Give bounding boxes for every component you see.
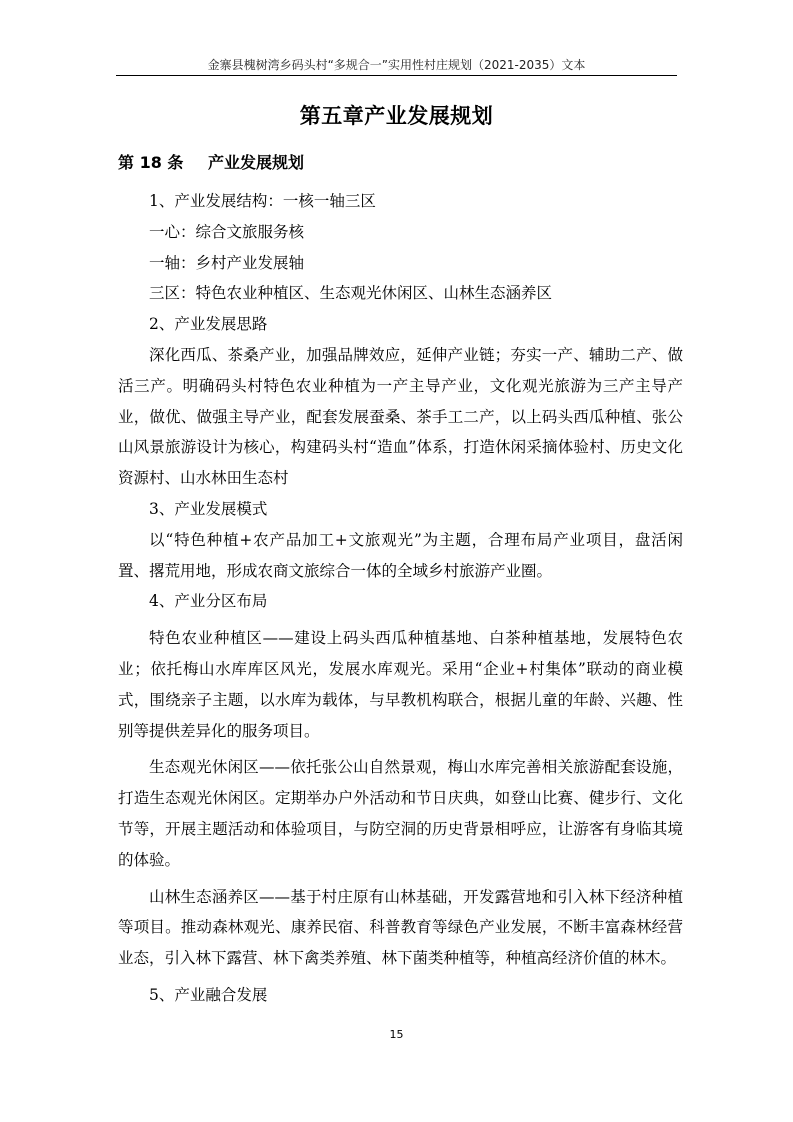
header-rule [116, 75, 677, 76]
article-number: 第 18 条 [118, 153, 184, 172]
paragraph: 一轴：乡村产业发展轴 [149, 253, 305, 272]
paragraph: 以“特色种植+农产品加工+文旅观光”为主题，合理布局产业项目，盘活闲置、撂荒用地，形成农商文旅综合一体的全域乡村旅游产业圈。 [118, 530, 683, 580]
paragraph: 特色农业种植区——建设上码头西瓜种植基地、白茶种植基地，发展特色农业；依托梅山水库库区风光，发展水库观光。采用“企业+村集体”联动的商业模式，围绕亲子主题，以水库为载体，与早教机构联合，根据儿童的年龄、兴趣、性别等提供差异化的服务项目。 [118, 629, 683, 740]
paragraph: 山林生态涵养区——基于村庄原有山林基础，开发露营地和引入林下经济种植等项目。推动森林观光、康养民宿、科普教育等绿色产业发展，不断丰富森林经营业态，引入林下露营、林下禽类养殖、林下菌类种植等，种植高经济价值的林木。 [118, 887, 683, 968]
paragraph: 三区：特色农业种植区、生态观光休闲区、山林生态涵养区 [149, 284, 553, 303]
running-header: 金寨县槐树湾乡码头村“多规合一”实用性村庄规划（2021-2035）文本 [207, 58, 586, 72]
paragraph: 5、产业融合发展 [149, 985, 268, 1004]
chapter-title: 第五章产业发展规划 [299, 104, 494, 128]
paragraph: 生态观光休闲区——依托张公山自然景观，梅山水库完善相关旅游配套设施，打造生态观光休闲区。定期举办户外活动和节日庆典，如登山比赛、健步行、文化节等，开展主题活动和体验项目，与防空洞的历史背景相呼应，让游客有身临其境的体验。 [118, 758, 683, 869]
article-title: 产业发展规划 [208, 153, 305, 172]
paragraph: 2、产业发展思路 [149, 315, 268, 334]
paragraph: 深化西瓜、茶桑产业，加强品牌效应，延伸产业链；夯实一产、辅助二产、做活三产。明确码头村特色农业种植为一产主导产业，文化观光旅游为三产主导产业，做优、做强主导产业，配套发展蚕桑、茶手工二产，以上码头西瓜种植、张公山风景旅游设计为核心，构建码头村“造血”体系，打造休闲采摘体验村、历史文化资源村、山水林田生态村 [118, 345, 683, 488]
paragraph: 4、产业分区布局 [149, 592, 268, 611]
page-number: 15 [389, 1028, 404, 1041]
body-text [118, 186, 683, 1011]
paragraph: 3、产业发展模式 [149, 499, 268, 518]
article-heading [118, 150, 304, 173]
paragraph: 1、产业发展结构：一核一轴三区 [149, 192, 376, 210]
paragraph: 一心：综合文旅服务核 [149, 222, 305, 241]
